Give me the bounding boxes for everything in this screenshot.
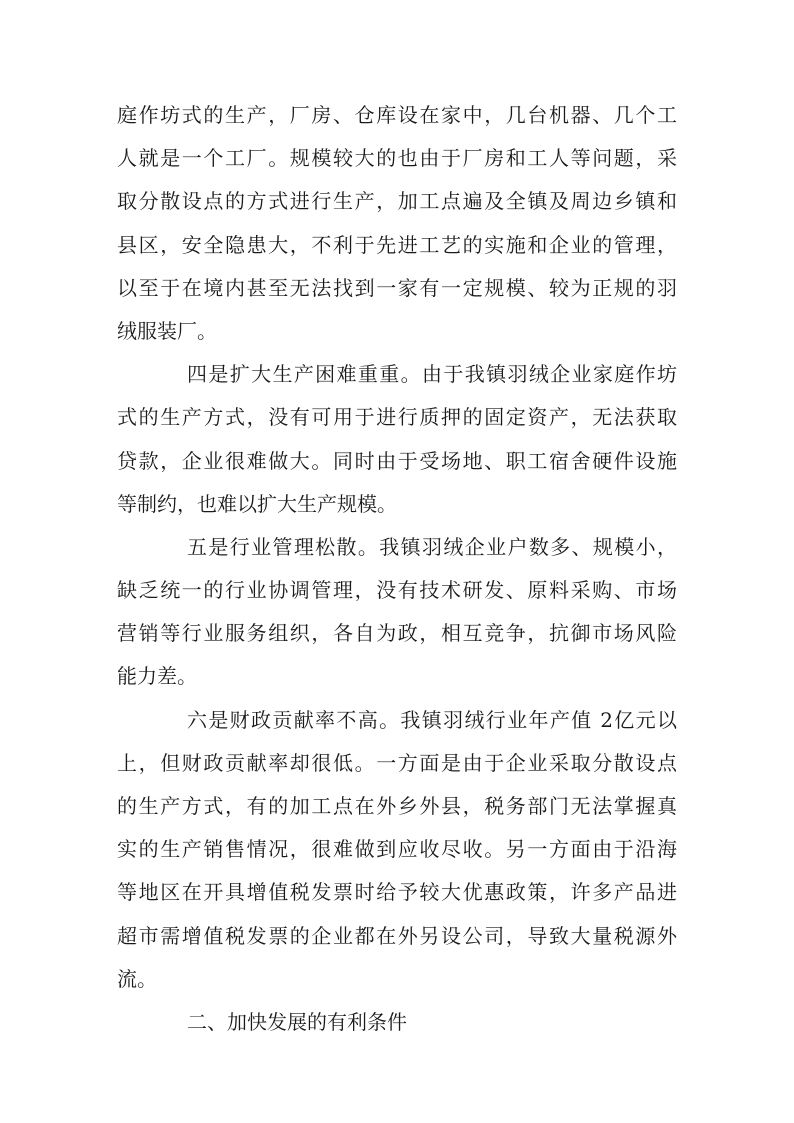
text-line: 人就是一个工厂。规模较大的也由于厂房和工人等问题，采: [117, 146, 677, 171]
text-line: 式的生产方式，没有可用于进行质押的固定资产，无法获取: [117, 405, 677, 430]
text-line: 县区，安全隐患大，不利于先进工艺的实施和企业的管理，: [117, 232, 677, 257]
text-line: 绒服装厂。: [117, 318, 217, 343]
text-line: 流。: [117, 966, 157, 991]
text-line: 上，但财政贡献率却很低。一方面是由于企业采取分散设点: [117, 750, 677, 775]
text-line: 等地区在开具增值税发票时给予较大优惠政策，许多产品进: [117, 880, 677, 905]
text-line: 的生产方式，有的加工点在外乡外县，税务部门无法掌握真: [117, 794, 677, 818]
text-line: 庭作坊式的生产，厂房、仓库设在家中，几台机器、几个工: [117, 103, 677, 127]
text-line: 等制约，也难以扩大生产规模。: [117, 491, 397, 516]
text-line: 实的生产销售情况，很难做到应收尽收。另一方面由于沿海: [117, 837, 677, 862]
paragraph-start-line: 六是财政贡献率不高。我镇羽绒行业年产值 2亿元以: [187, 707, 677, 732]
body-text: [117, 94, 677, 1044]
text-line: 取分散设点的方式进行生产，加工点遍及全镇及周边乡镇和: [117, 189, 677, 214]
section-heading: 二、加快发展的有利条件: [187, 1009, 407, 1034]
text-line: 能力差。: [117, 664, 197, 689]
text-line: 超市需增值税发票的企业都在外另设公司，导致大量税源外: [117, 923, 677, 948]
text-line: 以至于在境内甚至无法找到一家有一定规模、较为正规的羽: [117, 275, 677, 300]
text-line: 缺乏统一的行业协调管理，没有技术研发、原料采购、市场: [117, 578, 677, 603]
paragraph-start-line: 五是行业管理松散。我镇羽绒企业户数多、规模小，: [187, 534, 677, 559]
paragraph-start-line: 四是扩大生产困难重重。由于我镇羽绒企业家庭作坊: [187, 362, 677, 387]
text-line: 营销等行业服务组织，各自为政，相互竞争，抗御市场风险: [117, 621, 677, 646]
text-line: 贷款，企业很难做大。同时由于受场地、职工宿舍硬件设施: [117, 448, 677, 473]
